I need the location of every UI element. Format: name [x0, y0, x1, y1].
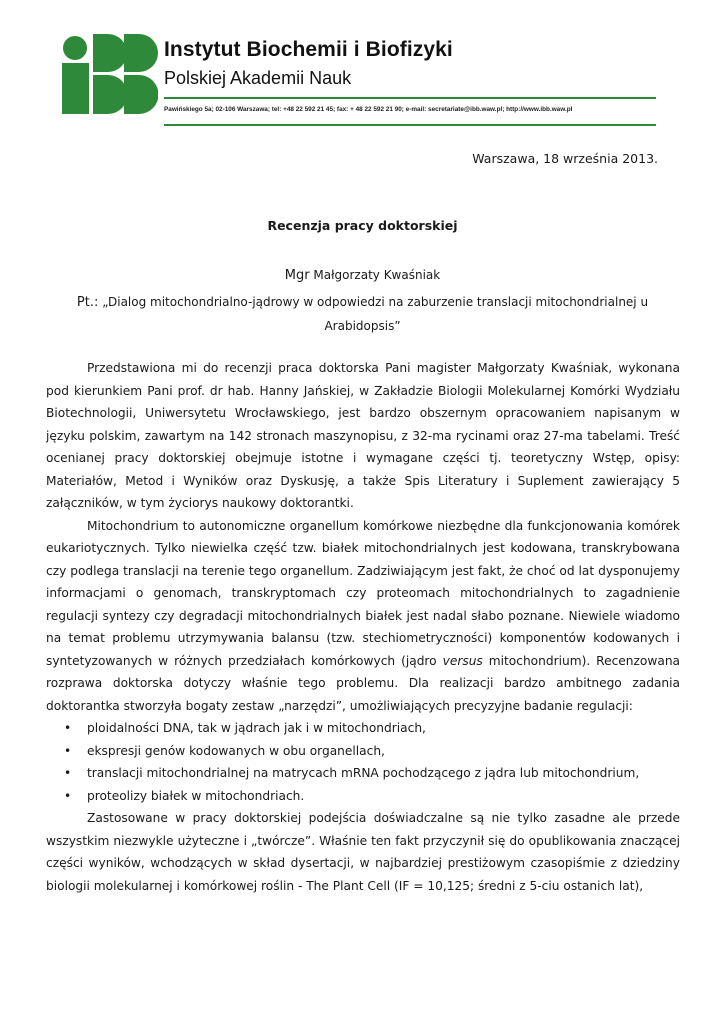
regulation-list — [46, 717, 680, 807]
review-body — [46, 357, 680, 897]
list-item-text: ekspresji genów kodowanych w obu organellach, — [87, 743, 385, 758]
list-item — [46, 717, 680, 740]
list-item-text: proteolizy białek w mitochondriach. — [87, 788, 305, 803]
list-item — [46, 740, 680, 763]
paragraph-mitochondrium — [46, 515, 680, 718]
academy-name: Polskiej Akademii Nauk — [164, 68, 352, 88]
paragraph-approaches: Zastosowane w pracy doktorskiej podejścia doświadczalne są nie tylko zasadne ale przede wszystkim niezwykle użyteczne i „twórcze”. Właśnie ten fakt przyczynił się do opublikowania znaczącej części wyników, wchodzących w skład dysertacji, w najbardziej prestiżowym czasopiśmie z dziedziny biologii molekularnej i komórkowej roślin - The Plant Cell (IF = 10,125; średni z 5-ciu ostanich lat), — [46, 811, 680, 893]
header-rule-bottom — [164, 124, 656, 126]
versus-italic: versus — [442, 653, 483, 668]
ibb-logo — [62, 34, 158, 114]
author-prefix: Mgr — [284, 268, 310, 283]
list-item — [46, 785, 680, 808]
paragraph-mito-text-b: mitochondrium). Recenzowana rozprawa doktorska dotyczy właśnie tego problemu. Dla realizacji bardzo ambitnego zadania doktorantka stworzyła bogaty zestaw „narzędzi”, umożliwiających precyzyjne badanie regulacji: — [46, 653, 681, 713]
author-line — [0, 268, 725, 283]
list-item-text: ploidalności DNA, tak w jądrach jak i w mitochondriach, — [87, 721, 426, 735]
author-name: Małgorzaty Kwaśniak — [313, 268, 441, 282]
header-rule-top — [164, 97, 656, 99]
list-item — [46, 762, 680, 785]
logo-stem-i — [62, 63, 89, 114]
letter-date: Warszawa, 18 września 2013. — [472, 151, 658, 166]
document-title: Recenzja pracy doktorskiej — [267, 218, 458, 233]
thesis-prefix: Pt.: — [76, 295, 99, 310]
bullet-icon: • — [64, 766, 72, 780]
logo-b2-lower — [124, 75, 158, 114]
logo-dot-i — [63, 36, 87, 60]
contact-address-line: Pawińskiego 5a; 02-106 Warszawa; tel: +48 22 592 21 45; fax: + 48 22 592 21 90; e-mail: secretariate@ibb.waw.pl; http://www.ibb.waw.pl — [164, 106, 573, 113]
institute-name: Instytut Biochemii i Biofizyki — [164, 38, 453, 61]
bullet-icon: • — [64, 743, 72, 758]
bullet-icon: • — [64, 788, 72, 803]
list-item-text: translacji mitochondrialnej na matrycach mRNA pochodzącego z jądra lub mitochondrium, — [87, 766, 640, 780]
bullet-icon: • — [64, 721, 72, 735]
thesis-title-block — [62, 291, 663, 337]
paragraph-mito-text-a: Mitochondrium to autonomiczne organellum komórkowe niezbędne dla funkcjonowania komórek eukariotycznych. Tylko niewielka część tzw. białek mitochondrialnych jest kodowana, transkrybowana czy podlega translacji na terenie tego organellum. Zadziwiającym jest fakt, że choć od lat dysponujemy informacjami o genomach, transkryptomach czy proteomach mitochondrialnych to zagadnienie regulacji syntezy czy degradacji mitochondrialnych białek jest nadal słabo poznane. Niewiele wiadomo na temat problemu utrzymywania balansu (tzw. stechiometryczności) komponentów kodowanych i syntetyzowanych w różnych przedziałach komórkowych (jądro — [46, 518, 680, 668]
thesis-title: „Dialog mitochondrialno-jądrowy w odpowiedzi na zaburzenie translacji mitochondrialnej u Arabidopsis” — [102, 295, 649, 333]
paragraph-intro: Przedstawiona mi do recenzji praca doktorska Pani magister Małgorzaty Kwaśniak, wykonana pod kierunkiem Pani prof. dr hab. Hanny Jańskiej, w Zakładzie Biologii Molekularnej Komórki Wydziału Biotechnologii, Uniwersytetu Wrocławskiego, jest bardzo obszernym opracowaniem napisanym w języku polskim, zawartym na 142 stronach maszynopisu, z 32-ma rycinami oraz 27-ma tabelami. Treść ocenianej pracy doktorskiej obejmuje istotne i wymagane części tj. teoretyczny Wstęp, opisy: Materiałów, Metod i Wyników oraz Dyskusję, a także Spis Literatury i Suplement zawierający 5 załączników, w tym życiorys naukowy doktorantki. — [46, 361, 680, 510]
